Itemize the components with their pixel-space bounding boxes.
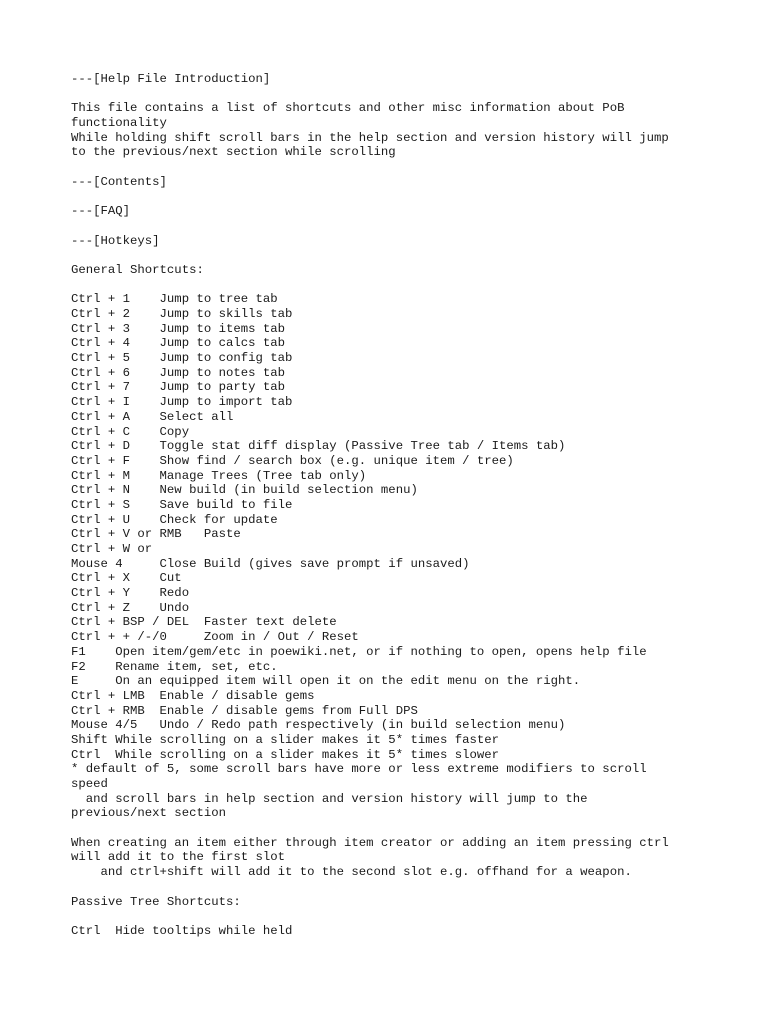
text-line: Ctrl + Z Undo <box>71 600 190 615</box>
blank-line <box>71 909 669 924</box>
text-line: Ctrl + LMB Enable / disable gems <box>71 688 315 703</box>
text-line: Ctrl Hide tooltips while held <box>71 923 293 938</box>
text-line: * default of 5, some scroll bars have more or less extreme modifiers to scroll <box>71 762 647 777</box>
text-line: Ctrl + 6 Jump to notes tab <box>71 365 286 380</box>
blank-line <box>71 190 669 205</box>
text-line: functionality <box>71 116 167 131</box>
text-line: General Shortcuts: <box>71 262 204 277</box>
blank-line <box>71 219 669 234</box>
text-line: Ctrl + RMB Enable / disable gems from Full DPS <box>71 703 418 718</box>
text-line: Ctrl + 2 Jump to skills tab <box>71 307 293 321</box>
text-line: Ctrl + U Check for update <box>71 512 278 527</box>
blank-line <box>71 278 669 293</box>
text-line: and scroll bars in help section and version history will jump to the <box>71 791 588 806</box>
text-line: Ctrl + Y Redo <box>71 586 190 601</box>
text-line: When creating an item either through item creator or adding an item pressing ctrl <box>71 835 669 850</box>
text-line: speed <box>71 777 108 791</box>
text-line: Ctrl + N New build (in build selection menu) <box>71 483 418 498</box>
text-line: Ctrl + A Select all <box>71 409 234 424</box>
text-line: F2 Rename item, set, etc. <box>71 659 278 674</box>
help-document <box>71 72 669 939</box>
section-heading: ---[Help File Introduction] <box>71 72 271 86</box>
blank-line <box>71 87 669 102</box>
text-line: Ctrl + 3 Jump to items tab <box>71 321 286 336</box>
text-line: to the previous/next section while scrolling <box>71 145 396 160</box>
text-line: Ctrl + + /-/0 Zoom in / Out / Reset <box>71 630 359 645</box>
text-line: Shift While scrolling on a slider makes it 5* times faster <box>71 732 500 747</box>
text-line: Ctrl + S Save build to file <box>71 497 293 512</box>
text-line: Ctrl + X Cut <box>71 571 182 586</box>
section-heading: ---[Contents] <box>71 174 167 189</box>
text-line: and ctrl+shift will add it to the second slot e.g. offhand for a weapon. <box>71 865 632 880</box>
blank-line <box>71 880 669 895</box>
text-line: Ctrl + V or RMB Paste <box>71 527 241 542</box>
text-line: Ctrl + 1 Jump to tree tab <box>71 292 278 307</box>
text-line: previous/next section <box>71 806 226 821</box>
text-line: Ctrl + D Toggle stat diff display (Passive Tree tab / Items tab) <box>71 439 566 454</box>
blank-line <box>71 821 669 836</box>
text-line: This file contains a list of shortcuts and other misc information about PoB <box>71 101 625 116</box>
text-line: will add it to the first slot <box>71 850 286 865</box>
text-line: E On an equipped item will open it on the edit menu on the right. <box>71 674 581 689</box>
blank-line <box>71 248 669 263</box>
text-line: Ctrl + 4 Jump to calcs tab <box>71 336 286 351</box>
text-line: Ctrl While scrolling on a slider makes it 5* times slower <box>71 747 500 762</box>
text-line: Ctrl + BSP / DEL Faster text delete <box>71 615 337 630</box>
text-line: Ctrl + 5 Jump to config tab <box>71 351 293 366</box>
text-line: Ctrl + M Manage Trees (Tree tab only) <box>71 468 367 483</box>
text-line: Passive Tree Shortcuts: <box>71 894 241 909</box>
section-heading: ---[Hotkeys] <box>71 233 160 248</box>
text-line: Mouse 4 Close Build (gives save prompt if unsaved) <box>71 556 470 571</box>
text-line: Mouse 4/5 Undo / Redo path respectively (in build selection menu) <box>71 718 566 733</box>
blank-line <box>71 160 669 175</box>
text-line: F1 Open item/gem/etc in poewiki.net, or if nothing to open, opens help file <box>71 644 647 659</box>
text-line: Ctrl + F Show find / search box (e.g. unique item / tree) <box>71 453 514 468</box>
text-line: While holding shift scroll bars in the help section and version history will jump <box>71 130 669 145</box>
text-line: Ctrl + W or <box>71 542 153 556</box>
text-line: Ctrl + I Jump to import tab <box>71 395 293 410</box>
text-line: Ctrl + 7 Jump to party tab <box>71 380 286 395</box>
text-line: Ctrl + C Copy <box>71 424 190 439</box>
section-heading: ---[FAQ] <box>71 204 131 219</box>
